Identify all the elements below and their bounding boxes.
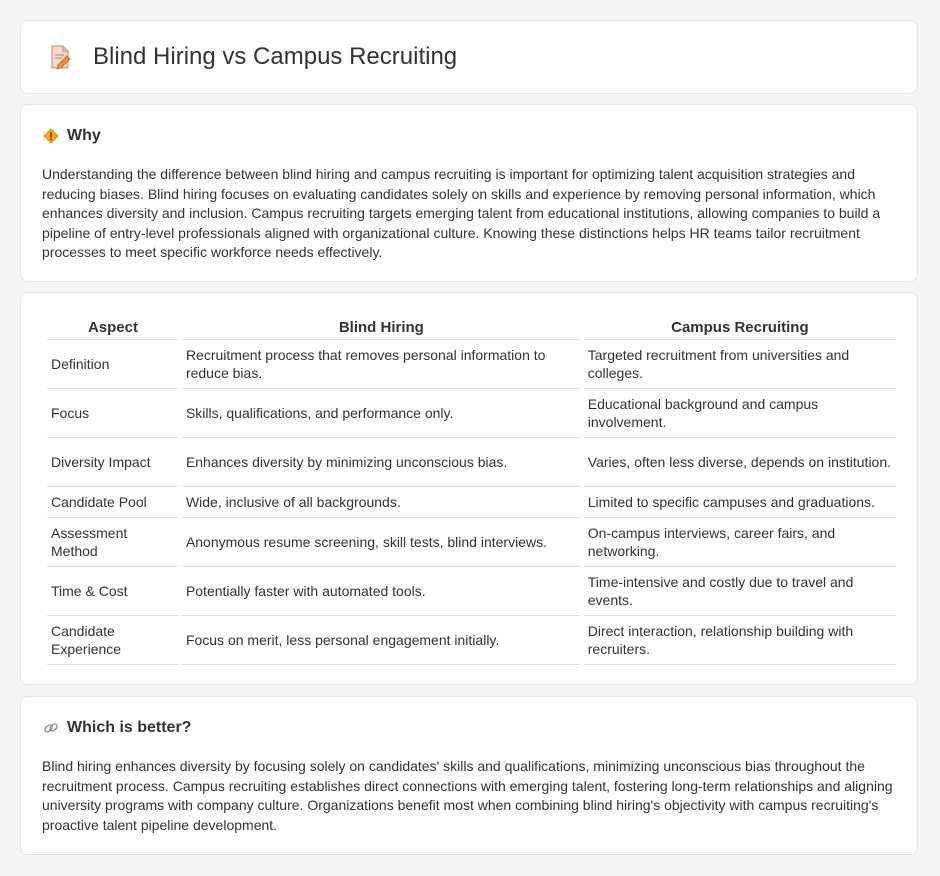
diamond-warning-icon [43, 128, 59, 144]
table-row [47, 487, 896, 518]
table-row [47, 616, 896, 665]
which-better-header [43, 719, 191, 737]
cell-blind: Enhances diversity by minimizing unconscious bias. [182, 438, 581, 487]
which-better-section [20, 696, 918, 855]
cell-aspect: Diversity Impact [47, 438, 179, 487]
cell-blind: Wide, inclusive of all backgrounds. [182, 487, 581, 518]
table-row [47, 438, 896, 487]
cell-aspect: Focus [47, 389, 179, 438]
header-campus-recruiting: Campus Recruiting [584, 315, 896, 340]
cell-blind: Recruitment process that removes personal information to reduce bias. [182, 340, 581, 389]
why-heading: Why [67, 127, 101, 144]
comparison-section [20, 292, 918, 685]
title-row [47, 43, 457, 71]
table-row [47, 389, 896, 438]
cell-campus: Educational background and campus involvement. [584, 389, 896, 438]
table-header-row [47, 315, 896, 340]
which-better-text: Blind hiring enhances diversity by focusing solely on candidates' skills and qualifications, minimizing unconscious bias throughout the recruitment process. Campus recruiting establishes direct connections with emerging talent, fostering long-term relationships and aligning university programs with company culture. Organizations benefit most when combining blind hiring's objectivity with campus recruiting's proactive talent pipeline development. [42, 758, 893, 833]
header-blind-hiring: Blind Hiring [182, 315, 581, 340]
link-icon [43, 720, 59, 736]
cell-aspect: Candidate Experience [47, 616, 179, 665]
title-card [20, 20, 918, 94]
cell-campus: Varies, often less diverse, depends on institution. [584, 438, 896, 487]
cell-campus: Limited to specific campuses and graduations. [584, 487, 896, 518]
why-header [43, 127, 101, 145]
cell-aspect: Time & Cost [47, 567, 179, 616]
cell-blind: Potentially faster with automated tools. [182, 567, 581, 616]
why-text: Understanding the difference between blind hiring and campus recruiting is important for optimizing talent acquisition strategies and reducing biases. Blind hiring focuses on evaluating candidates solely on skills and experience by removing personal information, which enhances diversity and inclusion. Campus recruiting targets emerging talent from educational institutions, allowing companies to build a pipeline of entry-level professionals aligned with organizational culture. Knowing these distinctions helps HR teams tailor recruitment processes to meet specific workforce needs effectively. [42, 166, 881, 261]
header-aspect: Aspect [47, 315, 179, 340]
table-row [47, 340, 896, 389]
table-row [47, 518, 896, 567]
document-pencil-icon [47, 44, 73, 70]
cell-campus: On-campus interviews, career fairs, and networking. [584, 518, 896, 567]
cell-campus: Direct interaction, relationship building with recruiters. [584, 616, 896, 665]
cell-aspect: Assessment Method [47, 518, 179, 567]
cell-campus: Targeted recruitment from universities and colleges. [584, 340, 896, 389]
cell-aspect: Definition [47, 340, 179, 389]
comparison-table [44, 315, 899, 665]
cell-campus: Time-intensive and costly due to travel and events. [584, 567, 896, 616]
which-better-heading: Which is better? [67, 719, 192, 736]
cell-aspect: Candidate Pool [47, 487, 179, 518]
why-section [20, 104, 918, 282]
page-title: Blind Hiring vs Campus Recruiting [93, 43, 458, 70]
cell-blind: Anonymous resume screening, skill tests, blind interviews. [182, 518, 581, 567]
table-row [47, 567, 896, 616]
cell-blind: Skills, qualifications, and performance only. [182, 389, 581, 438]
cell-blind: Focus on merit, less personal engagement initially. [182, 616, 581, 665]
